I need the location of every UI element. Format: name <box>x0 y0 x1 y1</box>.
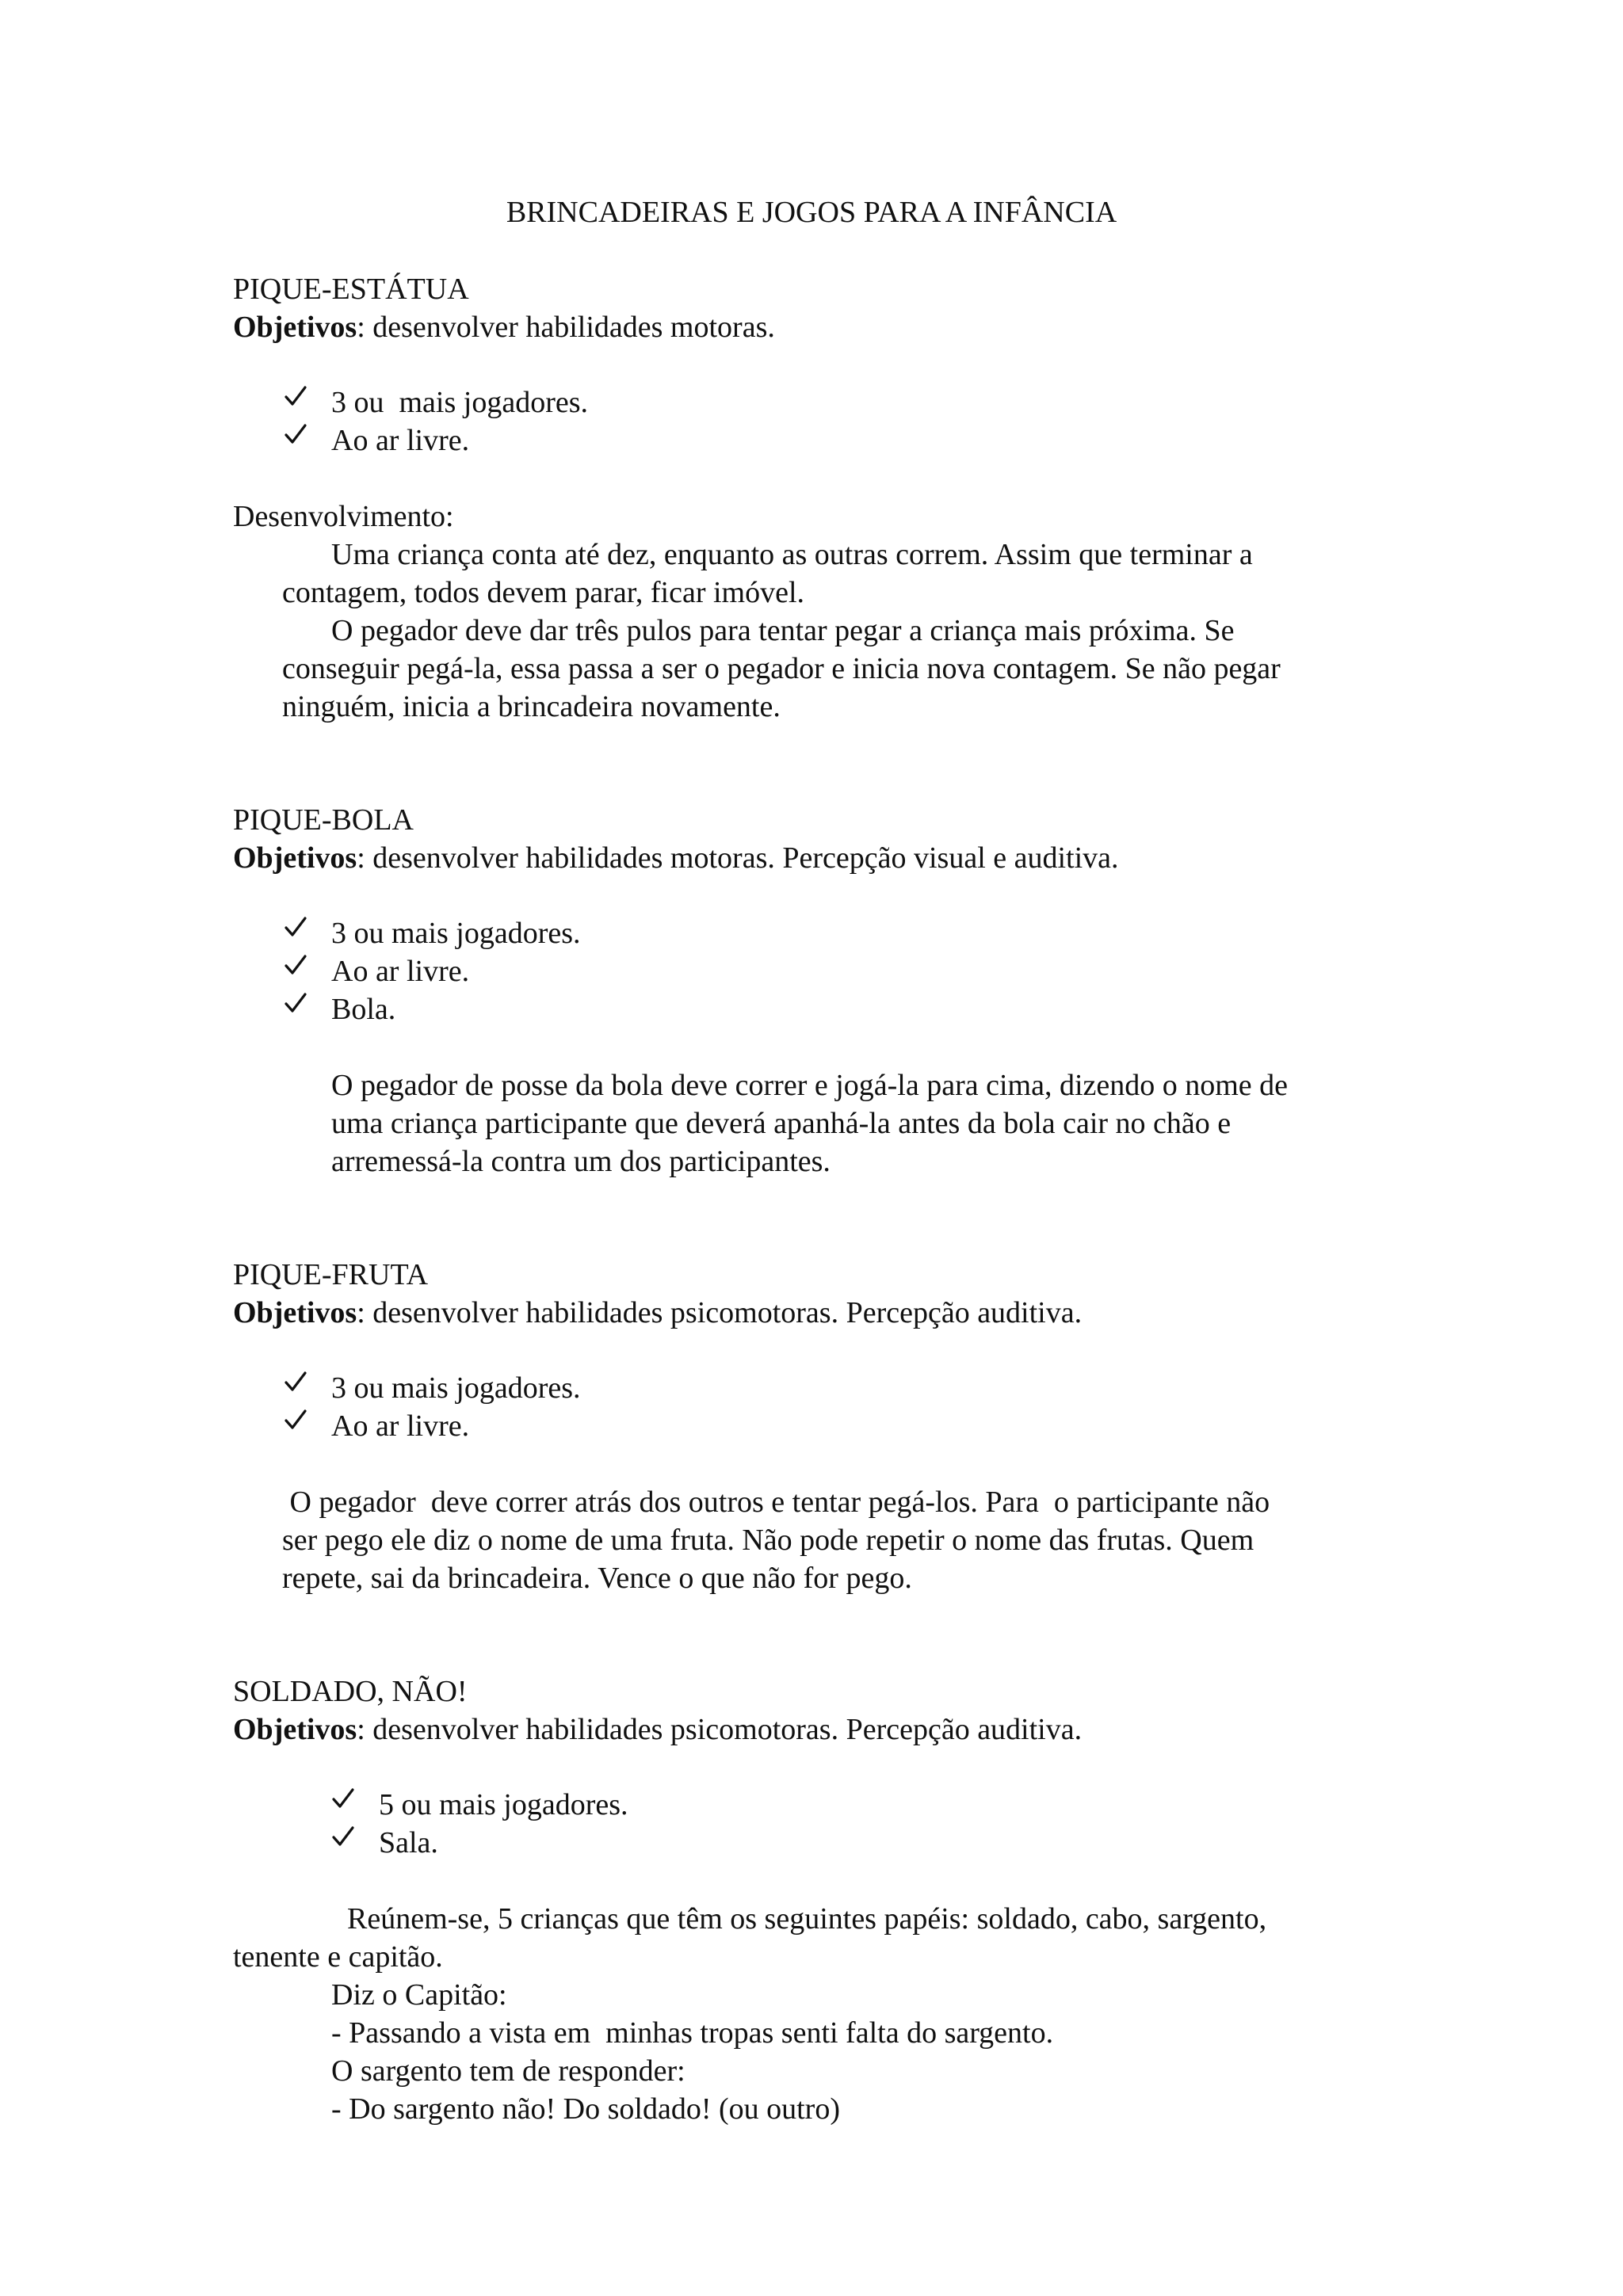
check-icon <box>284 953 307 977</box>
development-label: Desenvolvimento: <box>233 500 454 533</box>
paragraph-line: Uma criança conta até dez, enquanto as outras correm. Assim que terminar a <box>331 538 1253 571</box>
paragraph-line: repete, sai da brincadeira. Vence o que não for pego. <box>282 1562 912 1595</box>
list-item: Bola. <box>331 993 396 1026</box>
list-item: Sala. <box>379 1826 438 1859</box>
objectives-text: : desenvolver habilidades psicomotoras. Percepção auditiva. <box>357 1713 1083 1746</box>
objectives-line <box>233 1711 1082 1749</box>
objectives-text: : desenvolver habilidades psicomotoras. Percepção auditiva. <box>357 1296 1083 1329</box>
paragraph-line: O pegador deve dar três pulos para tentar pegar a criança mais próxima. Se <box>331 614 1235 647</box>
paragraph-line: tenente e capitão. <box>233 1940 443 1974</box>
check-icon <box>331 1787 355 1810</box>
section-heading-soldado-nao: SOLDADO, NÃO! <box>233 1675 468 1708</box>
list-item: 5 ou mais jogadores. <box>379 1788 628 1821</box>
objectives-line <box>233 308 775 346</box>
paragraph-line: uma criança participante que deverá apanhá-la antes da bola cair no chão e <box>331 1107 1232 1140</box>
check-icon <box>284 1370 307 1394</box>
paragraph-line: O pegador de posse da bola deve correr e jogá-la para cima, dizendo o nome de <box>331 1069 1289 1102</box>
check-icon <box>284 915 307 939</box>
objectives-label: Objetivos <box>233 841 357 875</box>
section-heading-pique-estatua: PIQUE-ESTÁTUA <box>233 273 469 306</box>
paragraph-line: O pegador deve correr atrás dos outros e tentar pegá-los. Para o participante não <box>282 1486 1270 1519</box>
paragraph-line: ser pego ele diz o nome de uma fruta. Não pode repetir o nome das frutas. Quem <box>282 1524 1254 1557</box>
paragraph-line: Reúnem-se, 5 crianças que têm os seguintes papéis: soldado, cabo, sargento, <box>347 1902 1267 1936</box>
list-item: 3 ou mais jogadores. <box>331 386 589 419</box>
paragraph-line: Diz o Capitão: <box>331 1978 507 2012</box>
check-icon <box>284 1408 307 1432</box>
check-icon <box>284 422 307 446</box>
paragraph-line: conseguir pegá-la, essa passa a ser o pegador e inicia nova contagem. Se não pegar <box>282 652 1281 685</box>
paragraph-line: O sargento tem de responder: <box>331 2054 685 2088</box>
paragraph-line: contagem, todos devem parar, ficar imóvel. <box>282 576 805 609</box>
paragraph-line: - Do sargento não! Do soldado! (ou outro) <box>331 2092 840 2126</box>
list-item: Ao ar livre. <box>331 424 470 457</box>
objectives-line <box>233 1294 1082 1332</box>
objectives-text: : desenvolver habilidades motoras. Percepção visual e auditiva. <box>357 841 1119 875</box>
check-icon <box>284 384 307 408</box>
check-icon <box>284 991 307 1015</box>
paragraph-line: arremessá-la contra um dos participantes. <box>331 1145 831 1178</box>
check-icon <box>331 1825 355 1848</box>
document-title: BRINCADEIRAS E JOGOS PARA A INFÂNCIA <box>506 196 1117 229</box>
paragraph-line: ninguém, inicia a brincadeira novamente. <box>282 690 781 723</box>
objectives-label: Objetivos <box>233 1296 357 1329</box>
list-item: 3 ou mais jogadores. <box>331 1371 581 1405</box>
list-item: Ao ar livre. <box>331 1409 470 1443</box>
objectives-line <box>233 839 1119 877</box>
paragraph-line: - Passando a vista em minhas tropas senti falta do sargento. <box>331 2016 1054 2050</box>
list-item: Ao ar livre. <box>331 955 470 988</box>
objectives-label: Objetivos <box>233 1713 357 1746</box>
objectives-text: : desenvolver habilidades motoras. <box>357 311 775 344</box>
section-heading-pique-fruta: PIQUE-FRUTA <box>233 1258 429 1291</box>
section-heading-pique-bola: PIQUE-BOLA <box>233 803 414 837</box>
objectives-label: Objetivos <box>233 311 357 344</box>
list-item: 3 ou mais jogadores. <box>331 917 581 950</box>
